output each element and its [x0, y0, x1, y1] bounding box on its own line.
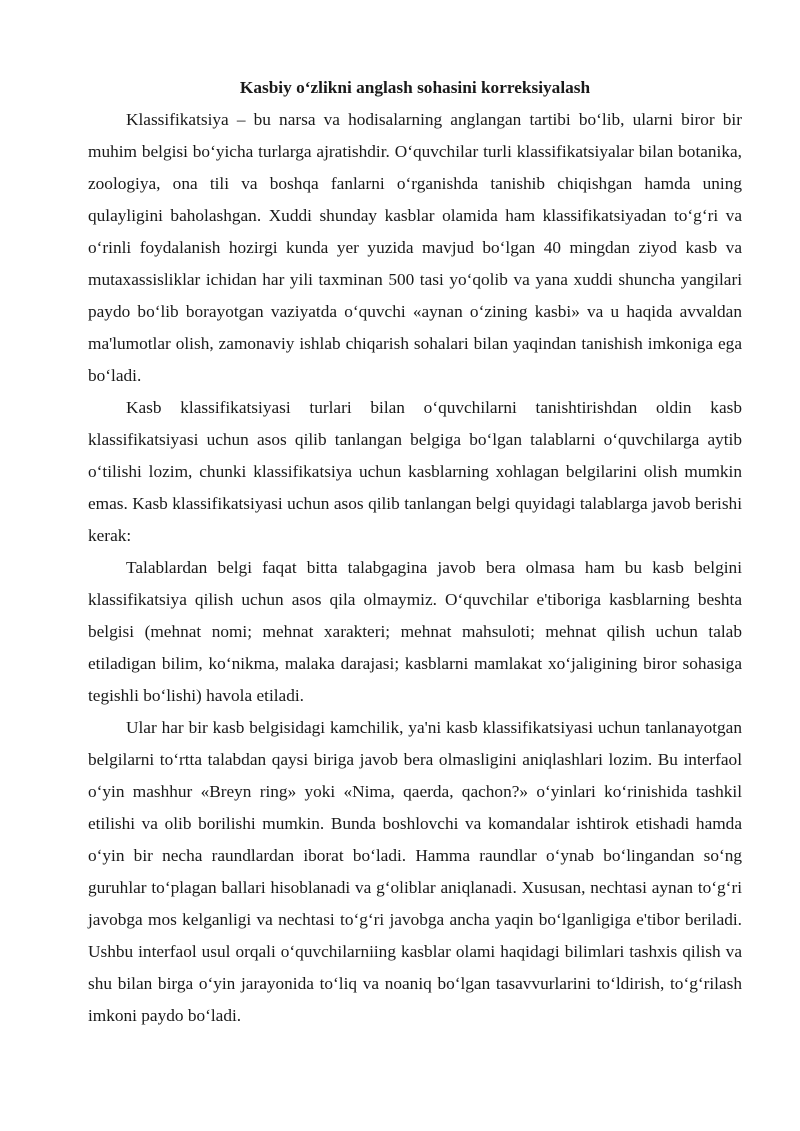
- document-title: Kasbiy oʻzlikni anglash sohasini korreksiyalash: [239, 78, 591, 97]
- paragraph-2: Kasb klassifikatsiyasi turlari bilan oʻquvchilarni tanishtirishdan oldin kasb klassifikatsiyasi uchun asos qilib tanlangan belgiga boʻlgan talablarni oʻquvchilarga aytib oʻtilishi lozim, chunki klassifikatsiya uchun kasblarning xohlagan belgilarini olish mumkin emas. Kasb klassifikatsiyasi uchun asos qilib tanlangan belgi quyidagi talablarga javob berishi kerak:: [88, 398, 742, 545]
- paragraph-1: Klassifikatsiya – bu narsa va hodisalarning anglangan tartibi boʻlib, ularni biror bir muhim belgisi boʻyicha turlarga ajratishdir. Oʻquvchilar turli klassifikatsiyalar bilan botanika, zoologiya, ona tili va boshqa fanlarni oʻrganishda tanishib chiqishgan hamda uning qulayligini baholashgan. Xuddi shunday kasblar olamida ham klassifikatsiyadan toʻgʻri va oʻrinli foydalanish hozirgi kunda yer yuzida mavjud boʻlgan 40 mingdan ziyod kasb va mutaxassisliklar ichidan har yili taxminan 500 tasi yoʻqolib va yana xuddi shuncha yangilari paydo boʻlib borayotgan vaziyatda oʻquvchi «aynan oʻzining kasbi» va u haqida avvaldan ma'lumotlar olish, zamonaviy ishlab chiqarish sohalari bilan yaqindan tanishish imkoniga ega boʻladi.: [88, 110, 742, 385]
- document-page: [88, 72, 742, 1032]
- paragraph-4: Ular har bir kasb belgisidagi kamchilik, ya'ni kasb klassifikatsiyasi uchun tanlanayotgan belgilarni toʻrtta talabdan qaysi biriga javob bera olmasligini aniqlashlari lozim. Bu interfaol oʻyin mashhur «Breyn ring» yoki «Nima, qaerda, qachon?» oʻyinlari koʻrinishida tashkil etilishi va olib borilishi mumkin. Bunda boshlovchi va komandalar ishtirok etishadi hamda oʻyin bir necha raundlardan iborat boʻladi. Hamma raundlar oʻynab boʻlingandan soʻng guruhlar toʻplagan ballari hisoblanadi va gʻoliblar aniqlanadi. Xususan, nechtasi aynan toʻgʻri javobga mos kelganligi va nechtasi toʻgʻri javobga ancha yaqin boʻlganligiga e'tibor beriladi. Ushbu interfaol usul orqali oʻquvchilarniing kasblar olami haqidagi bilimlari tashxis qilish va shu bilan birga oʻyin jarayonida toʻliq va noaniq boʻlgan tasavvurlarini toʻldirish, toʻgʻrilash imkoni paydo boʻladi.: [88, 718, 742, 1025]
- paragraph-3: Talablardan belgi faqat bitta talabgagina javob bera olmasa ham bu kasb belgini klassifikatsiya qilish uchun asos qila olmaymiz. Oʻquvchilar e'tiboriga kasblarning beshta belgisi (mehnat nomi; mehnat xarakteri; mehnat mahsuloti; mehnat qilish uchun talab etiladigan bilim, koʻnikma, malaka darajasi; kasblarni mamlakat xoʻjaligining biror sohasiga tegishli boʻlishi) havola etiladi.: [88, 558, 742, 705]
